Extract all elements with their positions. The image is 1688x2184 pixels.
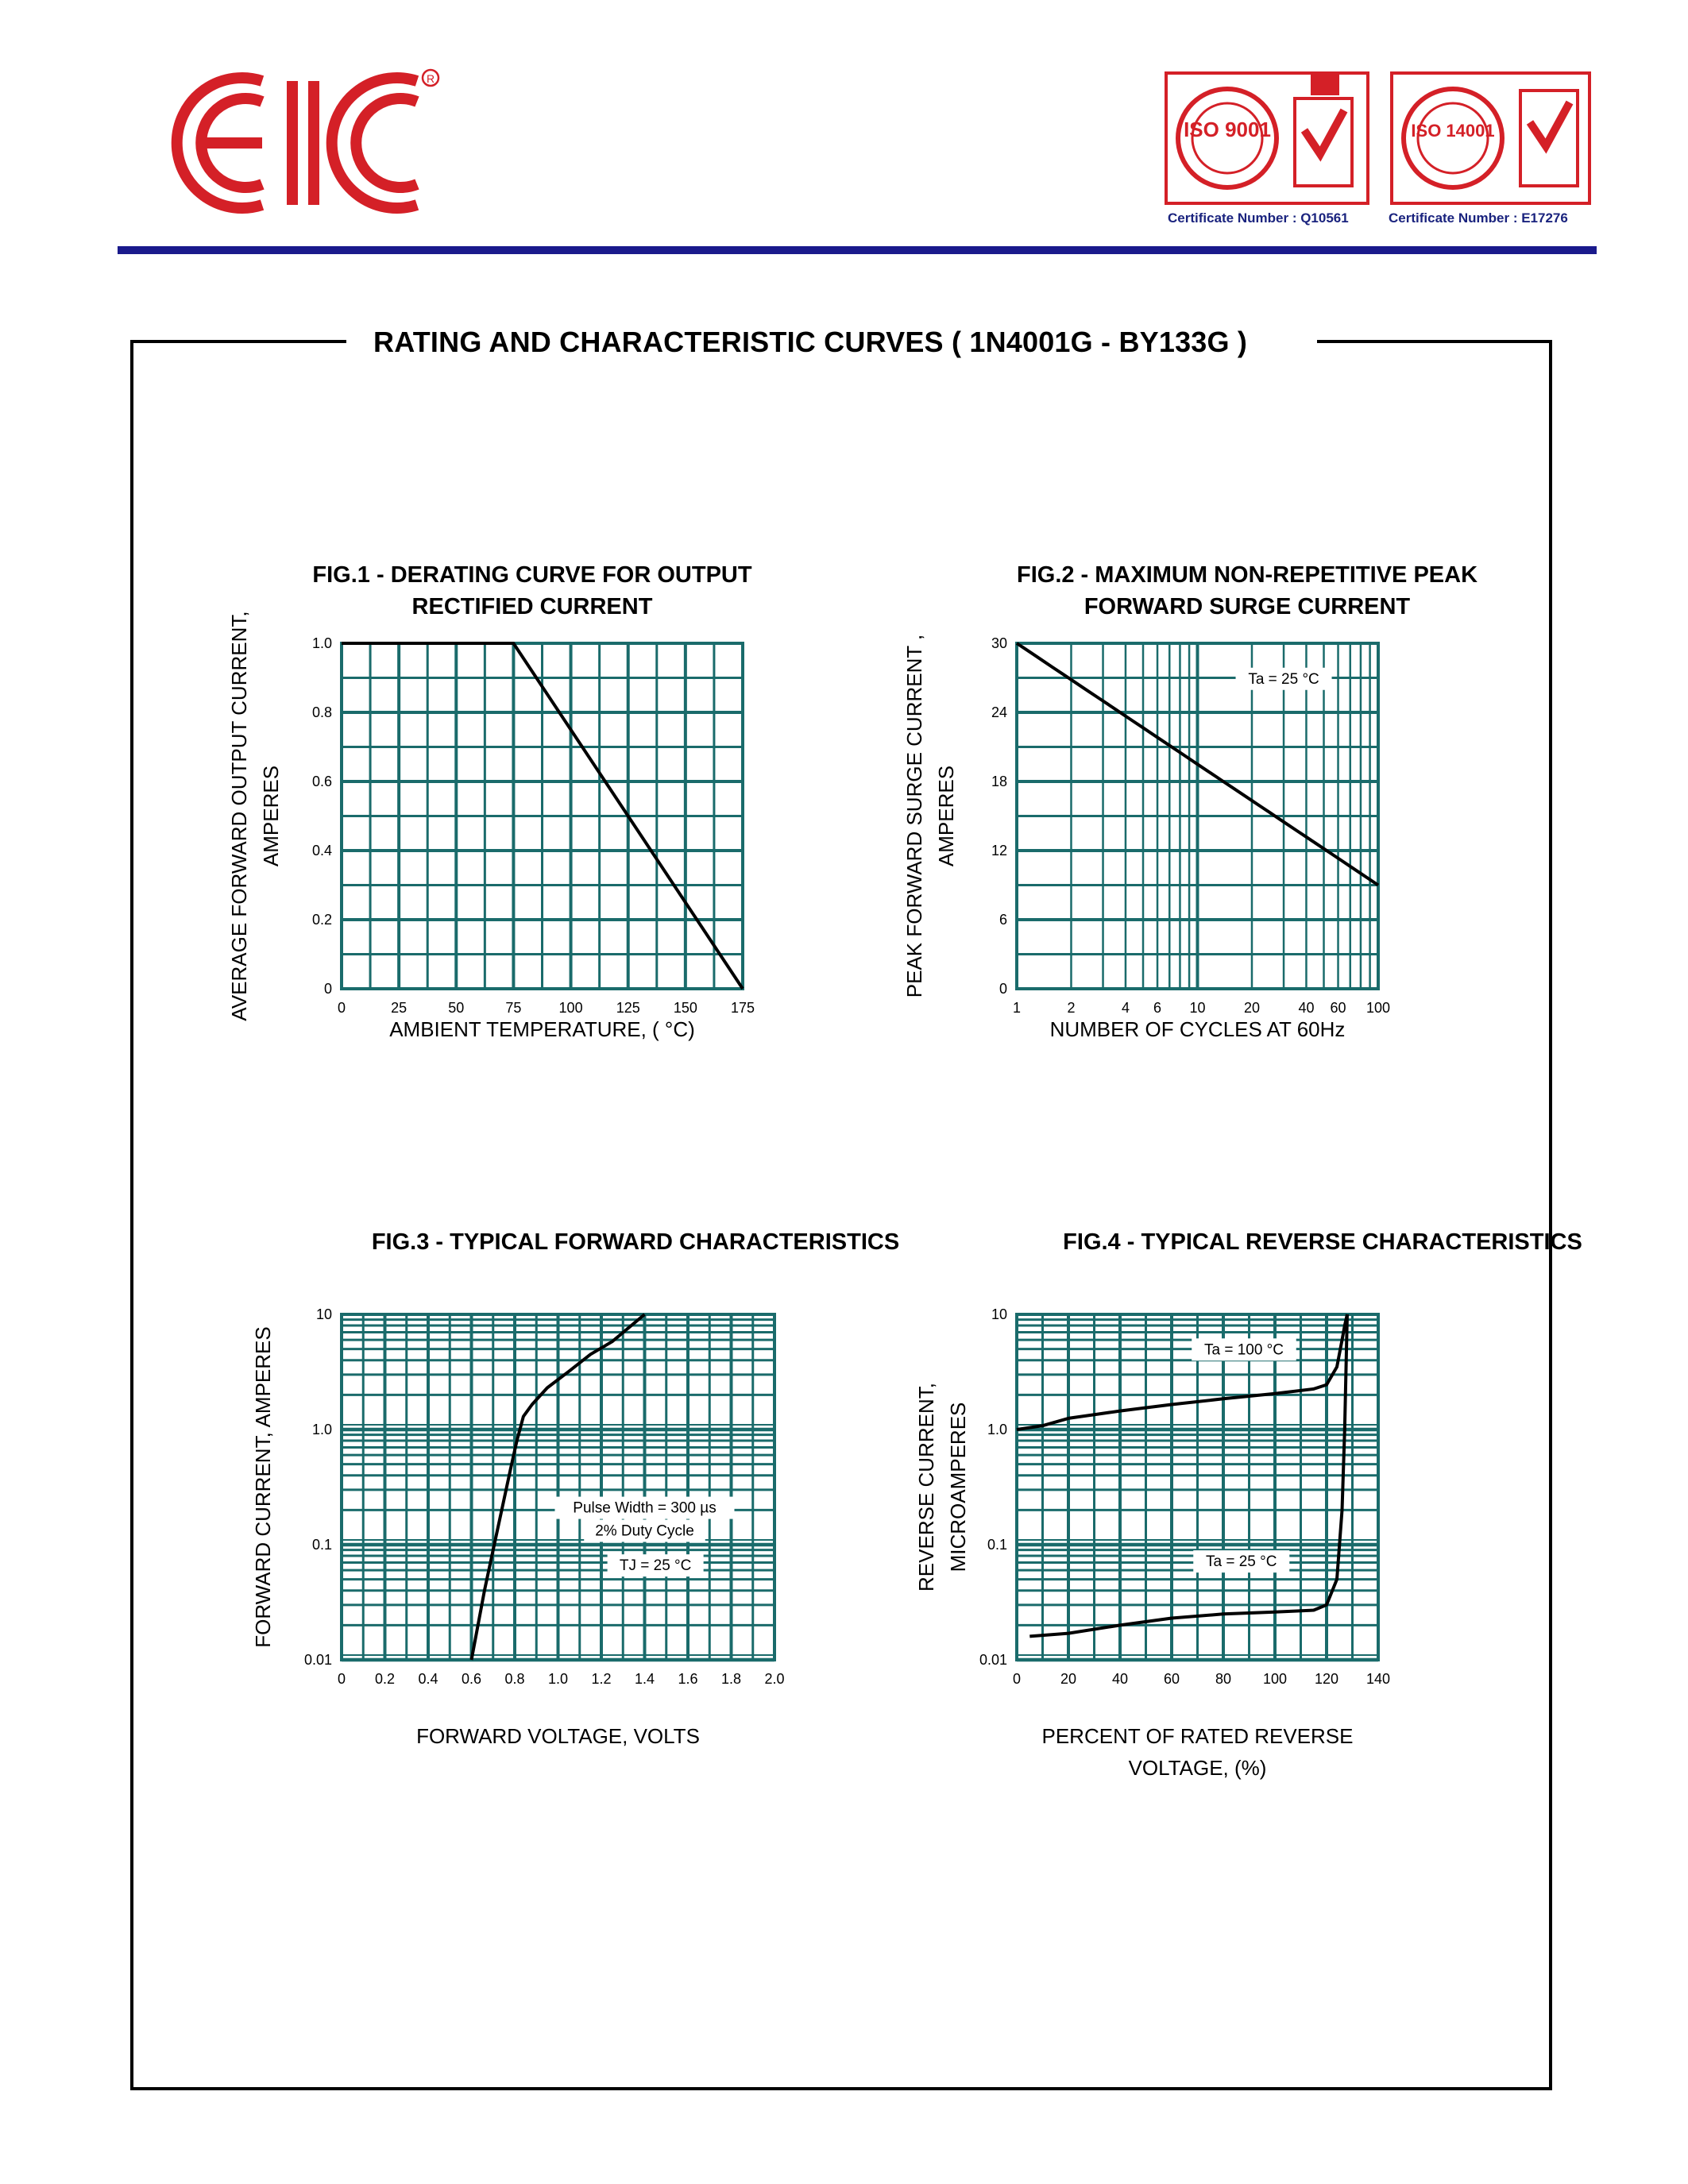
svg-text:R: R <box>427 72 435 85</box>
fig1-ylabel-line: AVERAGE FORWARD OUTPUT CURRENT, <box>227 611 251 1021</box>
y-tick-label: 1.0 <box>311 635 332 651</box>
iso9001-text: ISO 9001 <box>1184 118 1271 141</box>
annotation-label: 2% Duty Cycle <box>595 1522 694 1540</box>
x-tick-label: 175 <box>730 1000 755 1016</box>
frame-top-left <box>130 340 346 343</box>
x-tick-label: 20 <box>1060 1671 1077 1687</box>
x-tick-label: 25 <box>391 1000 408 1016</box>
x-tick-label: 1.0 <box>547 1671 569 1687</box>
y-tick-label: 18 <box>991 774 1007 789</box>
x-tick-label: 1 <box>1012 1000 1022 1016</box>
fig2-xlabel: NUMBER OF CYCLES AT 60Hz <box>1049 1017 1346 1041</box>
fig4-xlabel-line: VOLTAGE, (%) <box>1128 1756 1267 1780</box>
x-tick-label: 60 <box>1330 1000 1346 1016</box>
y-tick-label: 10 <box>315 1306 332 1322</box>
x-tick-label: 100 <box>558 1000 583 1016</box>
fig4-grid <box>1017 1314 1378 1660</box>
x-tick-label: 140 <box>1365 1671 1391 1687</box>
x-tick-label: 1.8 <box>720 1671 742 1687</box>
x-tick-label: 120 <box>1314 1671 1339 1687</box>
annotation-label: Ta = 25 °C <box>1206 1553 1277 1571</box>
x-tick-label: 1.4 <box>634 1671 655 1687</box>
fig4-reverse-chart <box>898 1223 1582 1827</box>
fig3-title-line: FIG.3 - TYPICAL FORWARD CHARACTERISTICS <box>371 1229 900 1255</box>
fig4-ylabel-line: MICROAMPERES <box>946 1402 970 1572</box>
x-tick-label: 125 <box>616 1000 640 1016</box>
x-tick-label: 0.4 <box>418 1671 438 1687</box>
annotation-label: Ta = 100 °C <box>1203 1341 1284 1359</box>
fig1-title-line: RECTIFIED CURRENT <box>411 594 653 619</box>
y-tick-label: 0 <box>999 981 1007 997</box>
y-tick-label: 30 <box>991 635 1007 651</box>
eic-logo <box>151 64 469 222</box>
y-tick-label: 0.1 <box>987 1537 1007 1553</box>
x-tick-label: 100 <box>1262 1671 1288 1687</box>
x-tick-label: 6 <box>1153 1000 1162 1016</box>
x-tick-label: 2.0 <box>764 1671 785 1687</box>
fig2-title-line: FORWARD SURGE CURRENT <box>1083 594 1411 619</box>
fig4-xlabel-line: PERCENT OF RATED REVERSE <box>1041 1724 1354 1748</box>
x-tick-label: 60 <box>1163 1671 1180 1687</box>
x-tick-label: 40 <box>1298 1000 1315 1016</box>
x-tick-label: 80 <box>1215 1671 1232 1687</box>
fig3-forward-chart <box>199 1223 900 1779</box>
x-tick-label: 40 <box>1111 1671 1129 1687</box>
x-tick-label: 0 <box>337 1671 346 1687</box>
frame-top-right <box>1317 340 1549 343</box>
fig1-derating-chart <box>199 556 834 1072</box>
fig1-grid <box>342 643 743 989</box>
iso14001-badge <box>1390 71 1591 205</box>
x-tick-label: 0.2 <box>374 1671 396 1687</box>
fig3-xlabel: FORWARD VOLTAGE, VOLTS <box>416 1724 700 1748</box>
y-tick-label: 0.1 <box>311 1537 332 1553</box>
x-tick-label: 50 <box>448 1000 465 1016</box>
y-tick-label: 0.6 <box>311 774 332 789</box>
fig4-ylabel-line: REVERSE CURRENT, <box>914 1383 938 1592</box>
x-tick-label: 2 <box>1067 1000 1076 1016</box>
x-tick-label: 0 <box>1012 1671 1022 1687</box>
x-tick-label: 1.2 <box>591 1671 612 1687</box>
x-tick-label: 10 <box>1189 1000 1206 1016</box>
y-tick-label: 0.01 <box>979 1652 1007 1668</box>
fig2-surge-chart <box>898 556 1533 1072</box>
y-tick-label: 0.2 <box>311 912 332 928</box>
y-tick-label: 10 <box>991 1306 1007 1322</box>
y-tick-label: 0 <box>323 981 332 997</box>
y-tick-label: 1.0 <box>987 1422 1007 1437</box>
x-tick-label: 0 <box>337 1000 346 1016</box>
fig3-grid <box>342 1314 774 1660</box>
fig2-ylabel-line: AMPERES <box>934 765 958 867</box>
fig2-title-line: FIG.2 - MAXIMUM NON-REPETITIVE PEAK <box>1016 562 1478 588</box>
header-rule <box>118 246 1597 254</box>
y-tick-label: 1.0 <box>311 1422 332 1437</box>
fig2-ylabel-line: PEAK FORWARD SURGE CURRENT , <box>902 634 926 998</box>
x-tick-label: 75 <box>505 1000 522 1016</box>
x-tick-label: 0.6 <box>461 1671 482 1687</box>
fig1-title-line: FIG.1 - DERATING CURVE FOR OUTPUT <box>312 562 752 588</box>
y-tick-label: 12 <box>991 843 1007 859</box>
x-tick-label: 100 <box>1365 1000 1391 1016</box>
y-tick-label: 0.8 <box>311 704 332 720</box>
fig4-title-line: FIG.4 - TYPICAL REVERSE CHARACTERISTICS <box>1063 1229 1582 1255</box>
annotation-label: Ta = 25 °C <box>1248 670 1319 688</box>
x-tick-label: 20 <box>1243 1000 1260 1016</box>
x-tick-label: 150 <box>673 1000 697 1016</box>
annotation-label: TJ = 25 °C <box>619 1557 692 1575</box>
x-tick-label: 4 <box>1121 1000 1130 1016</box>
fig2-grid <box>1017 643 1378 989</box>
iso14001-text: ISO 14001 <box>1411 121 1495 141</box>
y-tick-label: 24 <box>991 704 1007 720</box>
fig3-ylabel-line: FORWARD CURRENT, AMPERES <box>251 1326 275 1648</box>
iso9001-badge <box>1165 71 1369 205</box>
x-tick-label: 0.8 <box>504 1671 525 1687</box>
page-title: RATING AND CHARACTERISTIC CURVES ( 1N4001G - BY133G ) <box>373 326 1248 358</box>
cert1-number: Certificate Number : Q10561 <box>1168 210 1349 226</box>
annotation-label: Pulse Width = 300 µs <box>573 1499 717 1517</box>
y-tick-label: 0.01 <box>303 1652 332 1668</box>
cert2-number: Certificate Number : E17276 <box>1389 210 1568 226</box>
x-tick-label: 1.6 <box>678 1671 698 1687</box>
y-tick-label: 6 <box>999 912 1007 928</box>
fig1-xlabel: AMBIENT TEMPERATURE, ( °C) <box>389 1017 695 1041</box>
fig1-ylabel-line: AMPERES <box>259 765 283 867</box>
y-tick-label: 0.4 <box>311 843 332 859</box>
